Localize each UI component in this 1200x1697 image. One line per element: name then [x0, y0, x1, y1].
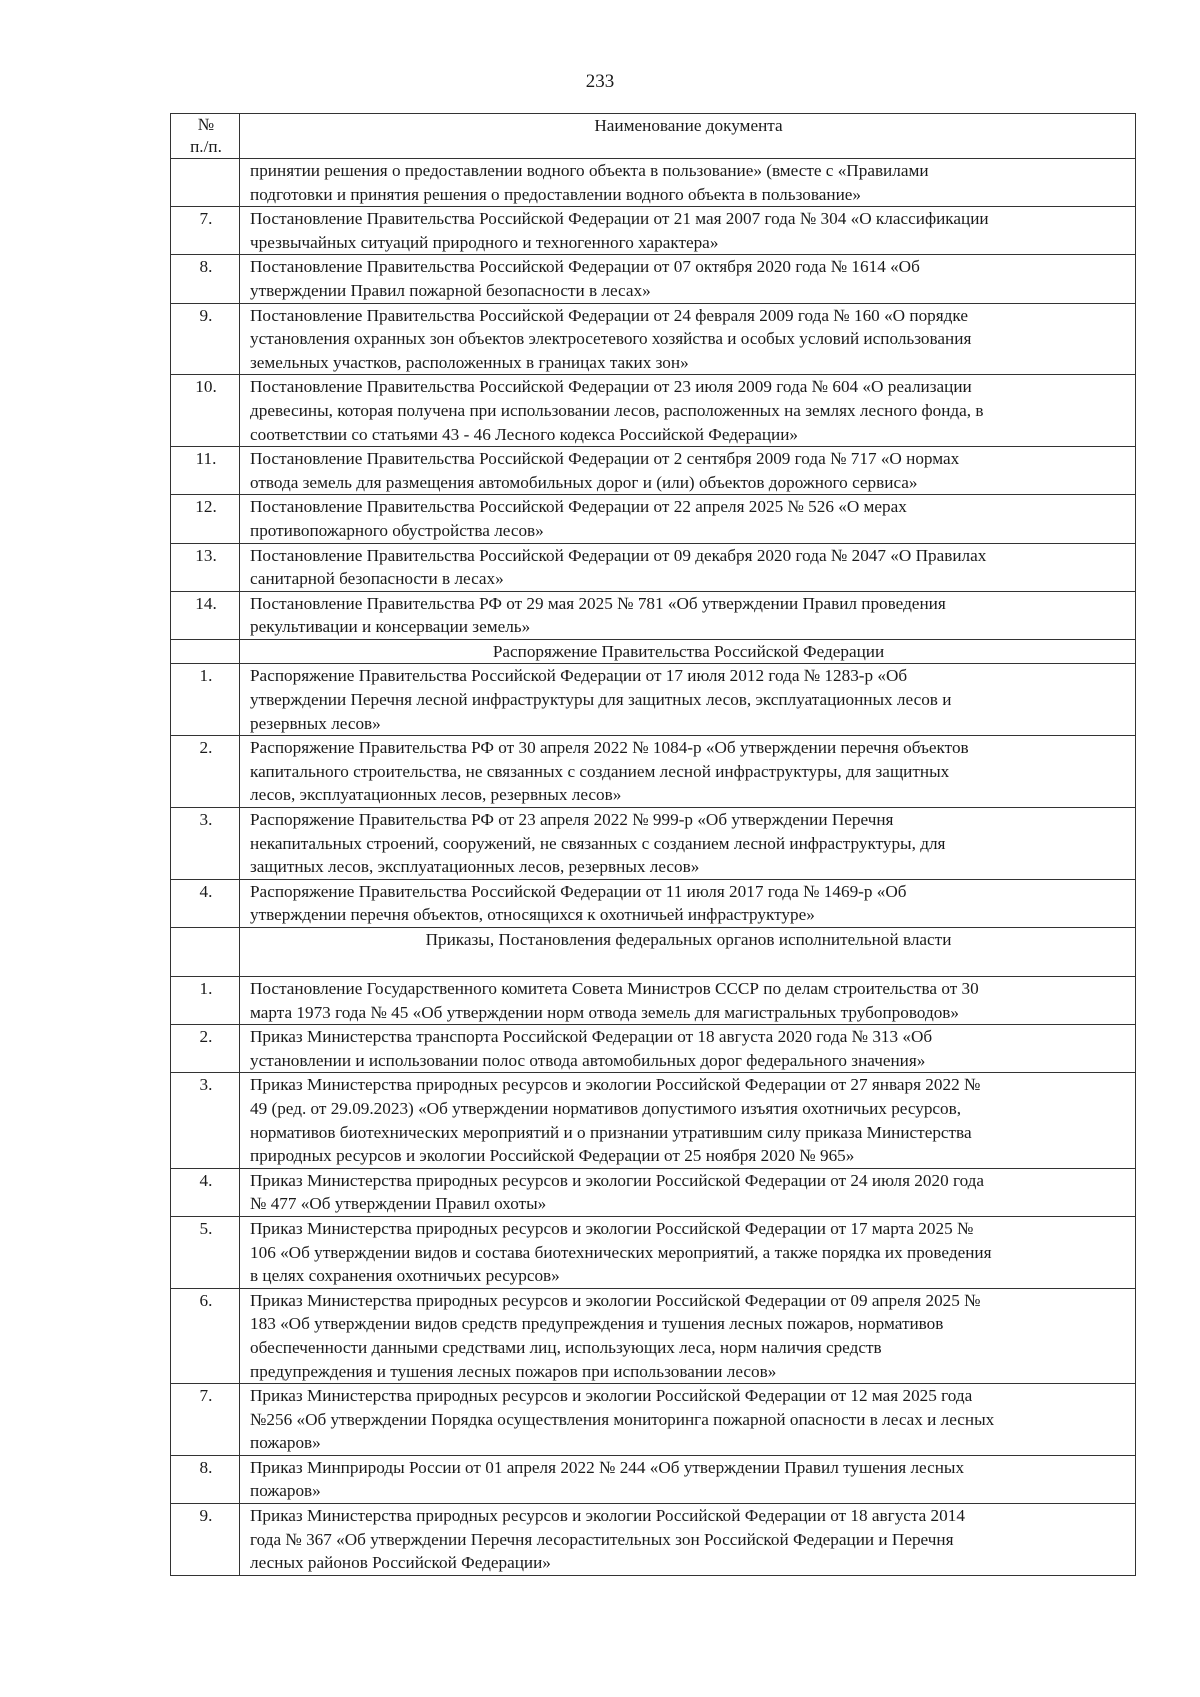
- table-row: [171, 977, 1136, 1025]
- row-number: 10.: [171, 375, 240, 447]
- table-row: [171, 1504, 1136, 1576]
- document-title-cell: [240, 1504, 1136, 1576]
- document-title-line: Постановление Правительства Российской Федерации от 23 июля 2009 года № 604 «О реализации: [250, 377, 972, 397]
- section-title: Приказы, Постановления федеральных органов исполнительной власти: [240, 928, 1136, 977]
- table-row: [171, 375, 1136, 447]
- document-title-cell: [240, 207, 1136, 255]
- row-number: 3.: [171, 1073, 240, 1168]
- table-row: [171, 1455, 1136, 1503]
- document-title-cell: [240, 1025, 1136, 1073]
- page-number: 233: [585, 71, 615, 92]
- document-title-line: № 477 «Об утверждении Правил охоты»: [250, 1194, 547, 1214]
- row-number: 14.: [171, 591, 240, 639]
- document-title-cell: [240, 736, 1136, 808]
- document-title-cell: [240, 1168, 1136, 1216]
- document-title-cell: [240, 495, 1136, 543]
- document-title-line: установления охранных зон объектов электросетевого хозяйства и особых условий использования: [250, 329, 972, 349]
- table-row: [171, 159, 1136, 207]
- document-title-line: Постановление Правительства Российской Федерации от 2 сентября 2009 года № 717 «О нормах: [250, 449, 960, 469]
- table-row: [171, 664, 1136, 736]
- table-row: [171, 1025, 1136, 1073]
- section-header-row: [171, 928, 1136, 977]
- table-row: [171, 591, 1136, 639]
- document-title-line: древесины, которая получена при использовании лесов, расположенных на землях лесного фонда, в: [250, 400, 984, 420]
- document-title-line: защитных лесов, эксплуатационных лесов, резервных лесов»: [250, 857, 700, 877]
- legal-documents-table: [170, 113, 1136, 1576]
- document-title-cell: [240, 591, 1136, 639]
- document-title-line: Приказ Министерства природных ресурсов и экологии Российской Федерации от 12 мая 2025 года: [250, 1386, 973, 1406]
- document-title-line: соответствии со статьями 43 - 46 Лесного кодекса Российской Федерации»: [250, 424, 799, 444]
- document-title-cell: [240, 879, 1136, 927]
- document-title-line: пожаров»: [250, 1481, 321, 1501]
- header-number-symbol: №: [197, 115, 215, 134]
- document-title-line: отвода земель для размещения автомобильных дорог и (или) объектов дорожного сервиса»: [250, 472, 918, 492]
- document-title-line: Приказ Министерства природных ресурсов и экологии Российской Федерации от 17 марта 2025 №: [250, 1218, 974, 1238]
- row-number: 4.: [171, 879, 240, 927]
- row-number: 2.: [171, 736, 240, 808]
- document-title-line: Распоряжение Правительства РФ от 23 апреля 2022 № 999-р «Об утверждении Перечня: [250, 810, 894, 830]
- document-title-line: Распоряжение Правительства Российской Федерации от 17 июля 2012 года № 1283-р «Об: [250, 666, 908, 686]
- document-title-line: утверждении Перечня лесной инфраструктуры для защитных лесов, эксплуатационных лесов и: [250, 690, 952, 710]
- table-row: [171, 808, 1136, 880]
- section-number-cell: [171, 928, 240, 977]
- document-title-line: 106 «Об утверждении видов и состава биотехнических мероприятий, а также порядка их проведения: [250, 1242, 992, 1262]
- document-title-cell: [240, 375, 1136, 447]
- header-number-abbrev: п./п.: [190, 137, 222, 156]
- table-row: [171, 255, 1136, 303]
- document-title-line: 183 «Об утверждении видов средств предупреждения и тушения лесных пожаров, нормативов: [250, 1314, 944, 1334]
- document-title-line: капитального строительства, не связанных с созданием лесной инфраструктуры, для защитных: [250, 761, 950, 781]
- document-title-line: утверждении Правил пожарной безопасности в лесах»: [250, 280, 651, 300]
- document-title-cell: [240, 1073, 1136, 1168]
- row-number: [171, 159, 240, 207]
- row-number: 7.: [171, 207, 240, 255]
- document-title-line: №256 «Об утверждении Порядка осуществления мониторинга пожарной опасности в лесах и лесных: [250, 1409, 995, 1429]
- table-row: [171, 207, 1136, 255]
- document-title-cell: [240, 255, 1136, 303]
- document-title-line: Постановление Правительства Российской Федерации от 09 декабря 2020 года № 2047 «О Правилах: [250, 545, 987, 565]
- document-title-line: земельных участков, расположенных в границах таких зон»: [250, 352, 689, 372]
- document-title-line: Приказ Министерства природных ресурсов и экологии Российской Федерации от 27 января 2022 №: [250, 1075, 981, 1095]
- document-title-line: установлении и использовании полос отвода автомобильных дорог федерального значения»: [250, 1050, 926, 1070]
- table-row: [171, 1216, 1136, 1288]
- document-title-line: пожаров»: [250, 1433, 321, 1453]
- document-title-cell: [240, 808, 1136, 880]
- table-row: [171, 543, 1136, 591]
- document-title-cell: [240, 977, 1136, 1025]
- document-title-line: Постановление Правительства РФ от 29 мая 2025 № 781 «Об утверждении Правил проведения: [250, 593, 946, 613]
- document-title-line: резервных лесов»: [250, 713, 381, 733]
- row-number: 1.: [171, 977, 240, 1025]
- section-number-cell: [171, 639, 240, 664]
- document-title-line: Приказ Министерства природных ресурсов и экологии Российской Федерации от 24 июля 2020 года: [250, 1170, 985, 1190]
- document-title-line: года № 367 «Об утверждении Перечня лесорастительных зон Российской Федерации и Перечня: [250, 1529, 954, 1549]
- document-title-line: Распоряжение Правительства Российской Федерации от 11 июля 2017 года № 1469-р «Об: [250, 881, 907, 901]
- header-name-cell: Наименование документа: [240, 114, 1136, 159]
- table-body: [171, 159, 1136, 1576]
- row-number: 7.: [171, 1384, 240, 1456]
- header-number-cell: [171, 114, 240, 159]
- row-number: 5.: [171, 1216, 240, 1288]
- document-title-line: Приказ Министерства природных ресурсов и экологии Российской Федерации от 09 апреля 2025 №: [250, 1290, 981, 1310]
- document-title-cell: [240, 159, 1136, 207]
- document-title-line: противопожарного обустройства лесов»: [250, 520, 544, 540]
- row-number: 4.: [171, 1168, 240, 1216]
- document-title-line: принятии решения о предоставлении водного объекта в пользование» (вместе с «Правилами: [250, 161, 929, 180]
- row-number: 6.: [171, 1288, 240, 1383]
- table-row: [171, 447, 1136, 495]
- row-number: 12.: [171, 495, 240, 543]
- document-title-line: Постановление Правительства Российской Федерации от 07 октября 2020 года № 1614 «Об: [250, 257, 920, 277]
- document-title-cell: [240, 1384, 1136, 1456]
- row-number: 3.: [171, 808, 240, 880]
- document-title-line: чрезвычайных ситуаций природного и техногенного характера»: [250, 232, 719, 252]
- section-title: Распоряжение Правительства Российской Федерации: [240, 639, 1136, 664]
- document-title-cell: [240, 664, 1136, 736]
- table-row: [171, 1168, 1136, 1216]
- document-title-line: рекультивации и консервации земель»: [250, 617, 531, 637]
- document-title-line: лесов, эксплуатационных лесов, резервных лесов»: [250, 785, 622, 805]
- document-title-line: Постановление Правительства Российской Федерации от 21 мая 2007 года № 304 «О классификации: [250, 209, 989, 229]
- document-title-line: Постановление Государственного комитета Совета Министров СССР по делам строительства от 30: [250, 979, 979, 998]
- document-title-line: Постановление Правительства Российской Федерации от 24 февраля 2009 года № 160 «О порядке: [250, 305, 968, 325]
- document-title-line: санитарной безопасности в лесах»: [250, 569, 504, 589]
- document-title-cell: [240, 1288, 1136, 1383]
- document-title-line: Постановление Правительства Российской Федерации от 22 апреля 2025 № 526 «О мерах: [250, 497, 907, 517]
- document-title-line: марта 1973 года № 45 «Об утверждении норм отвода земель для магистральных трубопроводов»: [250, 1002, 960, 1022]
- table-row: [171, 736, 1136, 808]
- document-title-line: предупреждения и тушения лесных пожаров при использовании лесов»: [250, 1361, 777, 1381]
- row-number: 11.: [171, 447, 240, 495]
- document-title-line: в целях сохранения охотничьих ресурсов»: [250, 1266, 560, 1286]
- table-row: [171, 303, 1136, 375]
- document-title-line: Приказ Министерства природных ресурсов и экологии Российской Федерации от 18 августа 2014: [250, 1506, 965, 1526]
- document-title-line: 49 (ред. от 29.09.2023) «Об утверждении нормативов допустимого изъятия охотничьих ресурсов,: [250, 1098, 962, 1118]
- document-title-line: Приказ Минприроды России от 01 апреля 2022 № 244 «Об утверждении Правил тушения лесных: [250, 1457, 965, 1477]
- document-title-cell: [240, 543, 1136, 591]
- row-number: 1.: [171, 664, 240, 736]
- document-title-line: нормативов биотехнических мероприятий и о признании утратившим силу приказа Министерства: [250, 1122, 972, 1142]
- row-number: 2.: [171, 1025, 240, 1073]
- document-title-line: обеспеченности данными средствами лиц, использующих леса, норм наличия средств: [250, 1337, 882, 1357]
- document-title-line: некапитальных строений, сооружений, не связанных с созданием лесной инфраструктуры, для: [250, 833, 946, 853]
- row-number: 8.: [171, 255, 240, 303]
- table-row: [171, 879, 1136, 927]
- table-row: [171, 1384, 1136, 1456]
- section-header-row: [171, 639, 1136, 664]
- row-number: 8.: [171, 1455, 240, 1503]
- document-title-line: Приказ Министерства транспорта Российской Федерации от 18 августа 2020 года № 313 «Об: [250, 1027, 933, 1047]
- document-title-line: подготовки и принятия решения о предоставлении водного объекта в пользование»: [250, 184, 862, 204]
- row-number: 9.: [171, 1504, 240, 1576]
- document-title-cell: [240, 1455, 1136, 1503]
- document-title-cell: [240, 1216, 1136, 1288]
- document-title-line: лесных районов Российской Федерации»: [250, 1553, 551, 1573]
- document-title-line: природных ресурсов и экологии Российской Федерации от 25 ноября 2020 № 965»: [250, 1146, 855, 1166]
- document-title-line: Распоряжение Правительства РФ от 30 апреля 2022 № 1084-р «Об утверждении перечня объектов: [250, 738, 969, 758]
- row-number: 13.: [171, 543, 240, 591]
- row-number: 9.: [171, 303, 240, 375]
- table-row: [171, 1288, 1136, 1383]
- document-title-cell: [240, 447, 1136, 495]
- table-row: [171, 1073, 1136, 1168]
- table-row: [171, 495, 1136, 543]
- table-header-row: [171, 114, 1136, 159]
- document-title-cell: [240, 303, 1136, 375]
- document-title-line: утверждении перечня объектов, относящихся к охотничьей инфраструктуре»: [250, 905, 815, 925]
